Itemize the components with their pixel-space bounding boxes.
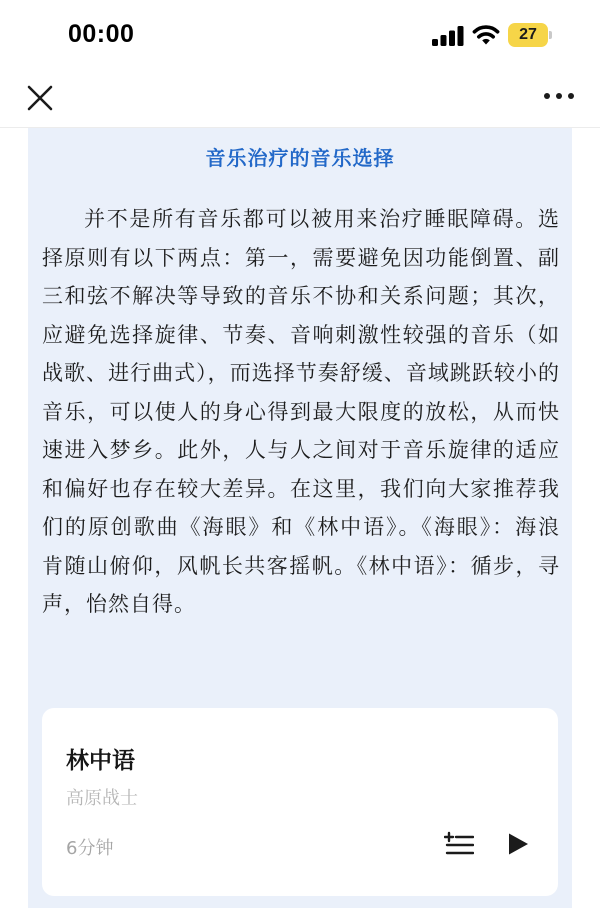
play-icon[interactable] xyxy=(506,832,530,856)
more-icon[interactable] xyxy=(543,90,575,102)
song-duration: 6分钟 xyxy=(66,838,114,859)
battery-cap xyxy=(549,31,552,39)
song-title: 林中语 xyxy=(66,748,135,774)
music-card[interactable] xyxy=(42,708,558,896)
battery-indicator xyxy=(508,23,552,47)
wifi-icon xyxy=(472,24,500,46)
article-body: 并不是所有音乐都可以被用来治疗睡眠障碍。选择原则有以下两点：第一，需要避免因功能倒置、副三和弦不解决等导致的音乐不协和关系问题；其次，应避免选择旋律、节奏、音响刺激性较强的音乐（如战歌、进行曲式），而选择节奏舒缓、音域跳跃较小的音乐，可以使人的身心得到最大限度的放松，从而快速进入梦乡。此外，人与人之间对于音乐旋律的适应和偏好也存在较大差异。在这里，我们向大家推荐我们的原创歌曲《海眼》和《林中语》。《海眼》：海浪肯随山俯仰，风帆长共客摇帆。《林中语》：循步，寻声，怡然自得。 xyxy=(42,207,560,616)
song-artist: 高原战士 xyxy=(66,788,138,809)
nav-bar xyxy=(0,72,600,128)
article-panel xyxy=(28,128,572,908)
playlist-add-icon[interactable] xyxy=(444,831,474,857)
status-bar xyxy=(0,0,600,72)
battery-level: 27 xyxy=(519,26,537,43)
status-time: 00:00 xyxy=(68,20,135,48)
article-title: 音乐治疗的音乐选择 xyxy=(205,146,395,170)
signal-icon xyxy=(432,26,464,46)
close-icon[interactable] xyxy=(26,84,54,112)
